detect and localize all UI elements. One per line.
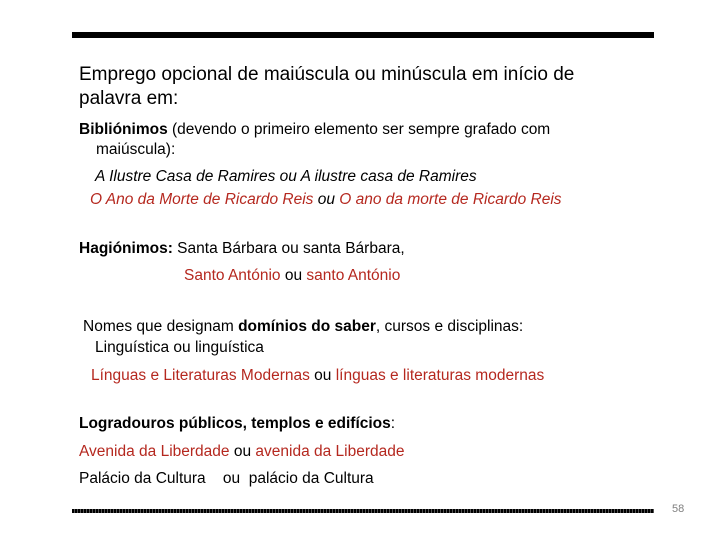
biblionimos-desc-cont: maiúscula): [96, 141, 176, 158]
hagionimos-example-2 [184, 266, 400, 286]
hagionimos-line [79, 239, 405, 259]
biblionimos-line [79, 120, 550, 140]
example-variant-a: Avenida da Liberdade [79, 443, 230, 460]
example-variant-a: Línguas e Literaturas Modernas [91, 367, 310, 384]
connector-ou: ou [229, 443, 256, 460]
example-variant-a: O Ano da Morte de Ricardo Reis [90, 191, 314, 208]
hagionimos-term: Hagiónimos: [79, 240, 173, 257]
example-variant-b: línguas e literaturas modernas [335, 367, 545, 384]
example-variant-b: O ano da morte de Ricardo Reis [339, 191, 562, 208]
logradouros-example-2: Palácio da Cultura ou palácio da Cultura [79, 470, 374, 487]
bottom-rule [72, 509, 654, 513]
hagionimos-example-1: Santa Bárbara ou santa Bárbara, [172, 240, 405, 257]
logradouros-line [79, 414, 395, 434]
top-rule [72, 32, 654, 38]
slide-title-line-1: Emprego opcional de maiúscula ou minúscula em início de [79, 64, 575, 85]
nomes-line [83, 317, 523, 337]
example-variant-b: avenida da Liberdade [255, 443, 405, 460]
logradouros-colon: : [390, 415, 396, 432]
nomes-post: , cursos e disciplinas: [375, 318, 524, 335]
nomes-bold: domínios do saber [238, 318, 376, 335]
biblionimos-example-2 [90, 190, 562, 210]
logradouros-example-1 [79, 442, 405, 462]
example-variant-b: santo António [306, 267, 401, 284]
connector-ou: ou [280, 267, 307, 284]
nomes-example-1: Linguística ou linguística [95, 339, 264, 356]
biblionimos-desc: (devendo o primeiro elemento ser sempre grafado com [167, 121, 551, 138]
example-variant-a: Santo António [184, 267, 281, 284]
biblionimos-example-1: A Ilustre Casa de Ramires ou A ilustre casa de Ramires [95, 168, 477, 185]
biblionimos-term: Bibliónimos [79, 121, 168, 138]
page-number: 58 [672, 503, 685, 515]
nomes-example-2 [91, 366, 544, 386]
slide-title-line-2: palavra em: [79, 88, 179, 109]
connector-ou: ou [313, 191, 340, 208]
logradouros-heading: Logradouros públicos, templos e edifícios [79, 415, 391, 432]
nomes-pre: Nomes que designam [83, 318, 239, 335]
connector-ou: ou [309, 367, 336, 384]
